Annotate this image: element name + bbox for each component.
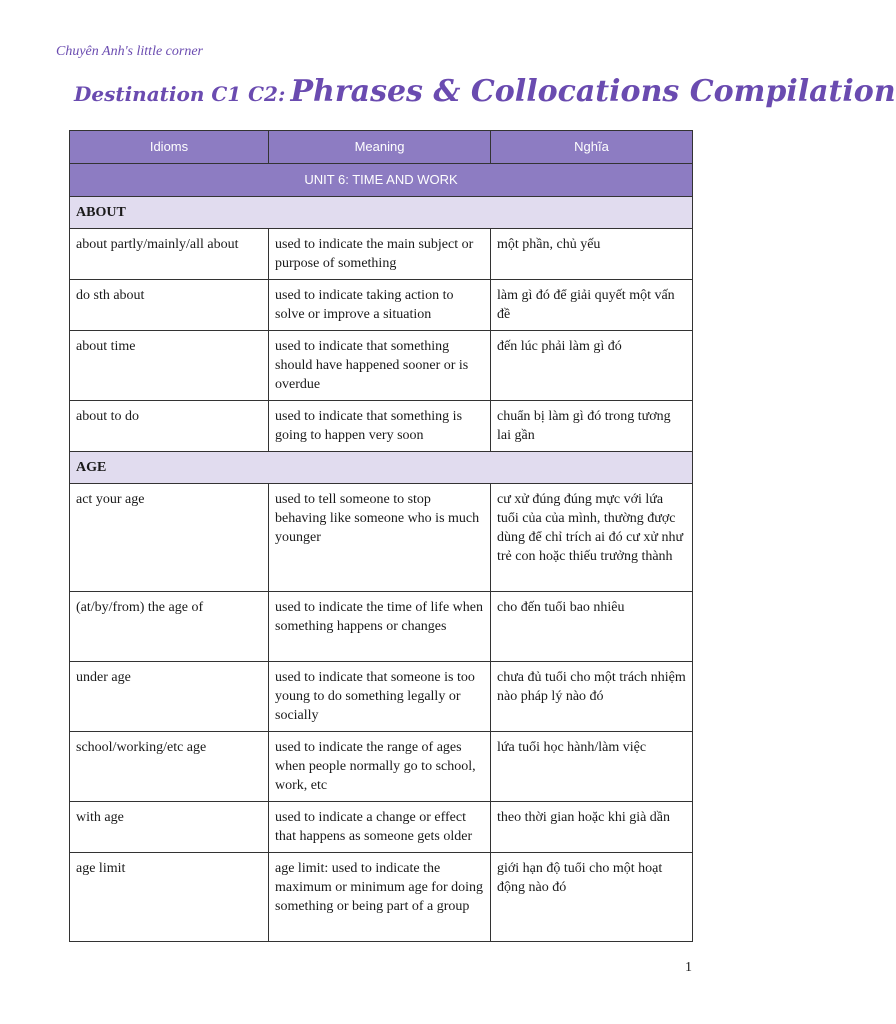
nghia-cell: theo thời gian hoặc khi già dần (491, 802, 693, 853)
idiom-cell: about time (70, 331, 269, 401)
title-prefix: Destination C1 C2: (74, 82, 286, 106)
idiom-cell: with age (70, 802, 269, 853)
idiom-cell: about partly/mainly/all about (70, 229, 269, 280)
column-header-meaning: Meaning (269, 131, 491, 164)
meaning-cell: used to indicate that something should have happened sooner or is overdue (269, 331, 491, 401)
idiom-cell: (at/by/from) the age of (70, 592, 269, 662)
section-title-age: AGE (70, 452, 693, 484)
unit-title: UNIT 6: TIME AND WORK (70, 164, 693, 197)
page-title (74, 74, 896, 109)
column-header-nghia: Nghĩa (491, 131, 693, 164)
meaning-cell: used to indicate a change or effect that happens as someone gets older (269, 802, 491, 853)
header-row (70, 131, 693, 164)
idioms-table (69, 130, 693, 942)
idiom-cell: do sth about (70, 280, 269, 331)
table-row (70, 662, 693, 732)
meaning-cell: used to indicate that something is going to happen very soon (269, 401, 491, 452)
idiom-cell: under age (70, 662, 269, 732)
nghia-cell: cư xử đúng đúng mực với lứa tuổi của của mình, thường được dùng để chỉ trích ai đó cư xử như trẻ con hoặc thiếu trưởng thành (491, 484, 693, 592)
page-number: 1 (685, 960, 692, 975)
nghia-cell: cho đến tuổi bao nhiêu (491, 592, 693, 662)
nghia-cell: giới hạn độ tuổi cho một hoạt động nào đó (491, 853, 693, 942)
nghia-cell: đến lúc phải làm gì đó (491, 331, 693, 401)
column-header-idioms: Idioms (70, 131, 269, 164)
meaning-cell: used to tell someone to stop behaving like someone who is much younger (269, 484, 491, 592)
idiom-cell: act your age (70, 484, 269, 592)
idiom-cell: school/working/etc age (70, 732, 269, 802)
unit-row (70, 164, 693, 197)
table-row (70, 853, 693, 942)
idiom-cell: about to do (70, 401, 269, 452)
table-row (70, 229, 693, 280)
header-note: Chuyên Anh's little corner (56, 44, 203, 59)
section-row (70, 452, 693, 484)
meaning-cell: used to indicate that someone is too young to do something legally or socially (269, 662, 491, 732)
nghia-cell: chuẩn bị làm gì đó trong tương lai gần (491, 401, 693, 452)
table-row (70, 280, 693, 331)
nghia-cell: một phần, chủ yếu (491, 229, 693, 280)
table-row (70, 484, 693, 592)
table-row (70, 401, 693, 452)
table-row (70, 732, 693, 802)
title-main: Phrases & Collocations Compilation (290, 74, 896, 109)
meaning-cell: age limit: used to indicate the maximum or minimum age for doing something or being part of a group (269, 853, 491, 942)
meaning-cell: used to indicate the range of ages when people normally go to school, work, etc (269, 732, 491, 802)
nghia-cell: làm gì đó để giải quyết một vấn đề (491, 280, 693, 331)
meaning-cell: used to indicate taking action to solve or improve a situation (269, 280, 491, 331)
nghia-cell: lứa tuổi học hành/làm việc (491, 732, 693, 802)
table-row (70, 331, 693, 401)
meaning-cell: used to indicate the main subject or purpose of something (269, 229, 491, 280)
nghia-cell: chưa đủ tuổi cho một trách nhiệm nào pháp lý nào đó (491, 662, 693, 732)
table-row (70, 802, 693, 853)
meaning-cell: used to indicate the time of life when something happens or changes (269, 592, 491, 662)
section-row (70, 197, 693, 229)
table-row (70, 592, 693, 662)
section-title-about: ABOUT (70, 197, 693, 229)
idiom-cell: age limit (70, 853, 269, 942)
